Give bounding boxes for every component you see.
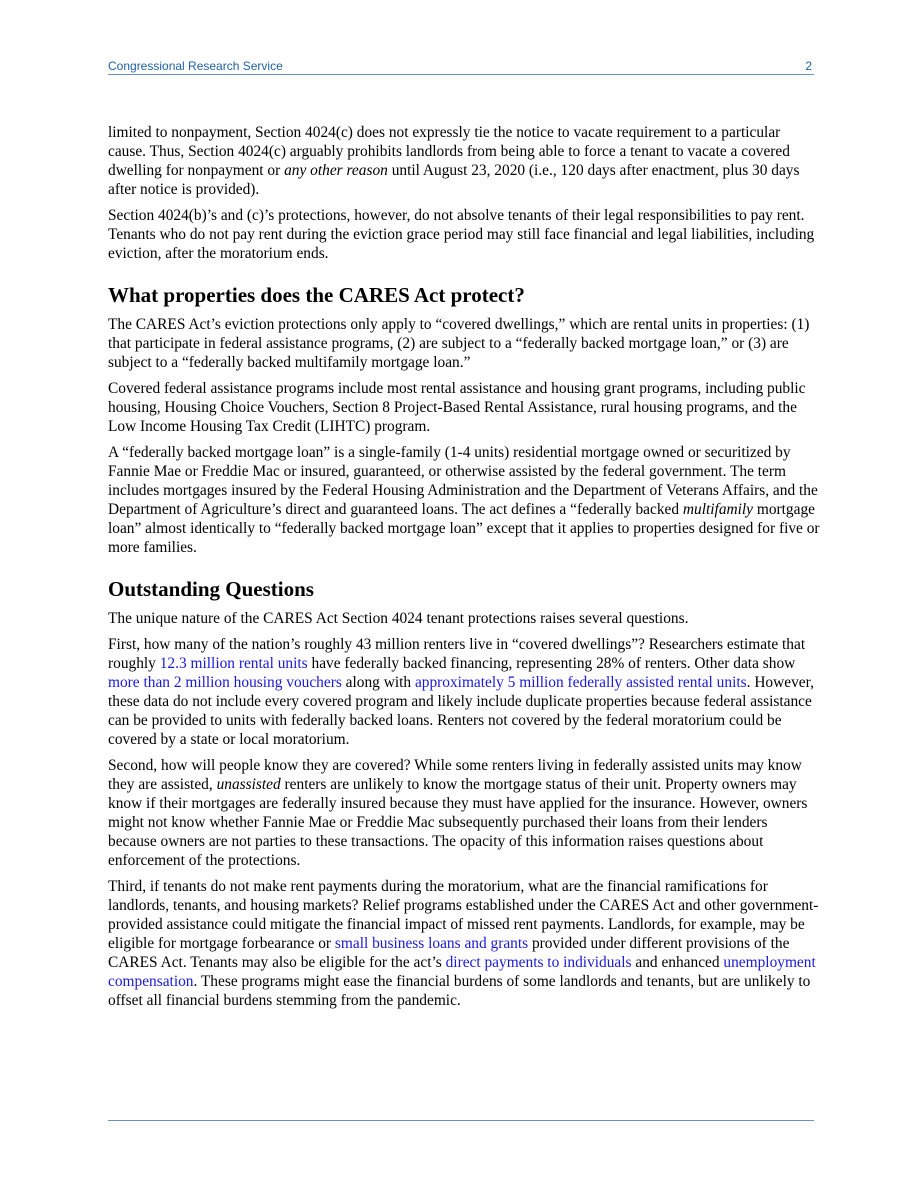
text-segment: . These programs might ease the financial burdens of some landlords and tenants, but are unlikely to offset all financial burdens stemming from the pandemic. bbox=[108, 973, 811, 1009]
text-segment: and enhanced bbox=[631, 954, 724, 971]
text-segment: provided under different provisions of the CARES Act. Tenants may also be eligible for the act’s bbox=[108, 935, 790, 971]
footer-rule bbox=[108, 1120, 814, 1121]
page-header bbox=[108, 58, 814, 75]
paragraph-questions-intro: The unique nature of the CARES Act Section 4024 tenant protections raises several questions. bbox=[108, 610, 689, 627]
page-number: 2 bbox=[805, 59, 812, 73]
emphasis-multifamily: multifamily bbox=[682, 501, 754, 518]
paragraph-federally-backed-loans bbox=[108, 443, 820, 557]
link-assisted-rental-units[interactable]: approximately 5 million federally assisted rental units bbox=[414, 674, 747, 691]
text-segment: until August 23, 2020 (i.e., 120 days after enactment, plus 30 days after notice is provided). bbox=[108, 162, 800, 198]
paragraph-tenant-responsibilities: Section 4024(b)’s and (c)’s protections, however, do not absolve tenants of their legal responsibilities to pay rent. Tenants who do not pay rent during the eviction grace period may still face financial and legal liabilities, including eviction, after the moratorium ends. bbox=[108, 207, 815, 262]
paragraph-third-question bbox=[108, 877, 820, 1010]
paragraph-assistance-programs: Covered federal assistance programs include most rental assistance and housing grant programs, including public housing, Housing Choice Vouchers, Section 8 Project-Based Rental Assistance, rural housing programs, and the Low Income Housing Tax Credit (LIHTC) program. bbox=[108, 380, 806, 435]
text-segment: Third, if tenants do not make rent payments during the moratorium, what are the financial ramifications for landlords, tenants, and housing markets? Relief programs established under the CARES Act and other government-provided assistance could mitigate the financial impact of missed rent payments. Landlords, for example, may be eligible for mortgage forbearance or bbox=[108, 878, 819, 952]
link-housing-vouchers[interactable]: more than 2 million housing vouchers bbox=[108, 674, 342, 691]
text-segment: First, how many of the nation’s roughly 43 million renters live in “covered dwellings”? Researchers estimate that roughly bbox=[108, 636, 806, 672]
paragraph-notice-to-vacate bbox=[108, 123, 820, 199]
heading-covered-properties: What properties does the CARES Act protect? bbox=[108, 283, 525, 307]
text-segment: . However, these data do not include every covered program and likely include duplicate properties because federal assistance can be provided to units with federally backed loans. Renters not covered by the federal moratorium could be covered by a state or local moratorium. bbox=[108, 674, 814, 748]
link-unemployment-compensation[interactable]: unemployment compensation bbox=[108, 954, 816, 990]
link-direct-payments[interactable]: direct payments to individuals bbox=[445, 954, 632, 971]
emphasis-any-other-reason: any other reason bbox=[284, 162, 388, 179]
paragraph-first-question bbox=[108, 635, 820, 749]
paragraph-second-question bbox=[108, 756, 820, 870]
text-segment: mortgage loan” almost identically to “federally backed mortgage loan” except that it applies to properties designed for five or more families. bbox=[108, 501, 820, 556]
link-rental-units[interactable]: 12.3 million rental units bbox=[159, 655, 308, 672]
link-small-business-loans[interactable]: small business loans and grants bbox=[334, 935, 529, 952]
text-segment: A “federally backed mortgage loan” is a single-family (1-4 units) residential mortgage owned or securitized by Fannie Mae or Freddie Mac or insured, guaranteed, or otherwise assisted by the federal government. The term includes mortgages insured by the Federal Housing Administration and the Department of Veterans Affairs, and the Department of Agriculture’s direct and guaranteed loans. The act defines a “federally backed bbox=[108, 444, 818, 518]
document-body bbox=[108, 123, 820, 1017]
text-segment: renters are unlikely to know the mortgage status of their unit. Property owners may know if their mortgages are federally insured because they must have applied for the insurance. However, owners might not know whether Fannie Mae or Freddie Mac subsequently purchased their loans from their lenders because owners are not parties to these transactions. The opacity of this information raises questions about enforcement of the protections. bbox=[108, 776, 808, 869]
paragraph-covered-dwellings: The CARES Act’s eviction protections only apply to “covered dwellings,” which are rental units in properties: (1) that participate in federal assistance programs, (2) are subject to a “federally backed mortgage loan,” or (3) are subject to a “federally backed multifamily mortgage loan.” bbox=[108, 316, 810, 371]
text-segment: have federally backed financing, representing 28% of renters. Other data show bbox=[307, 655, 796, 672]
header-org-name: Congressional Research Service bbox=[108, 59, 283, 73]
text-segment: Second, how will people know they are covered? While some renters living in federally assisted units may know they are assisted, bbox=[108, 757, 802, 793]
heading-outstanding-questions: Outstanding Questions bbox=[108, 577, 314, 601]
text-segment: limited to nonpayment, Section 4024(c) does not expressly tie the notice to vacate requirement to a particular cause. Thus, Section 4024(c) arguably prohibits landlords from being able to force a tenant to vacate a covered dwelling for nonpayment or bbox=[108, 124, 790, 179]
text-segment: along with bbox=[341, 674, 415, 691]
emphasis-unassisted: unassisted bbox=[216, 776, 281, 793]
